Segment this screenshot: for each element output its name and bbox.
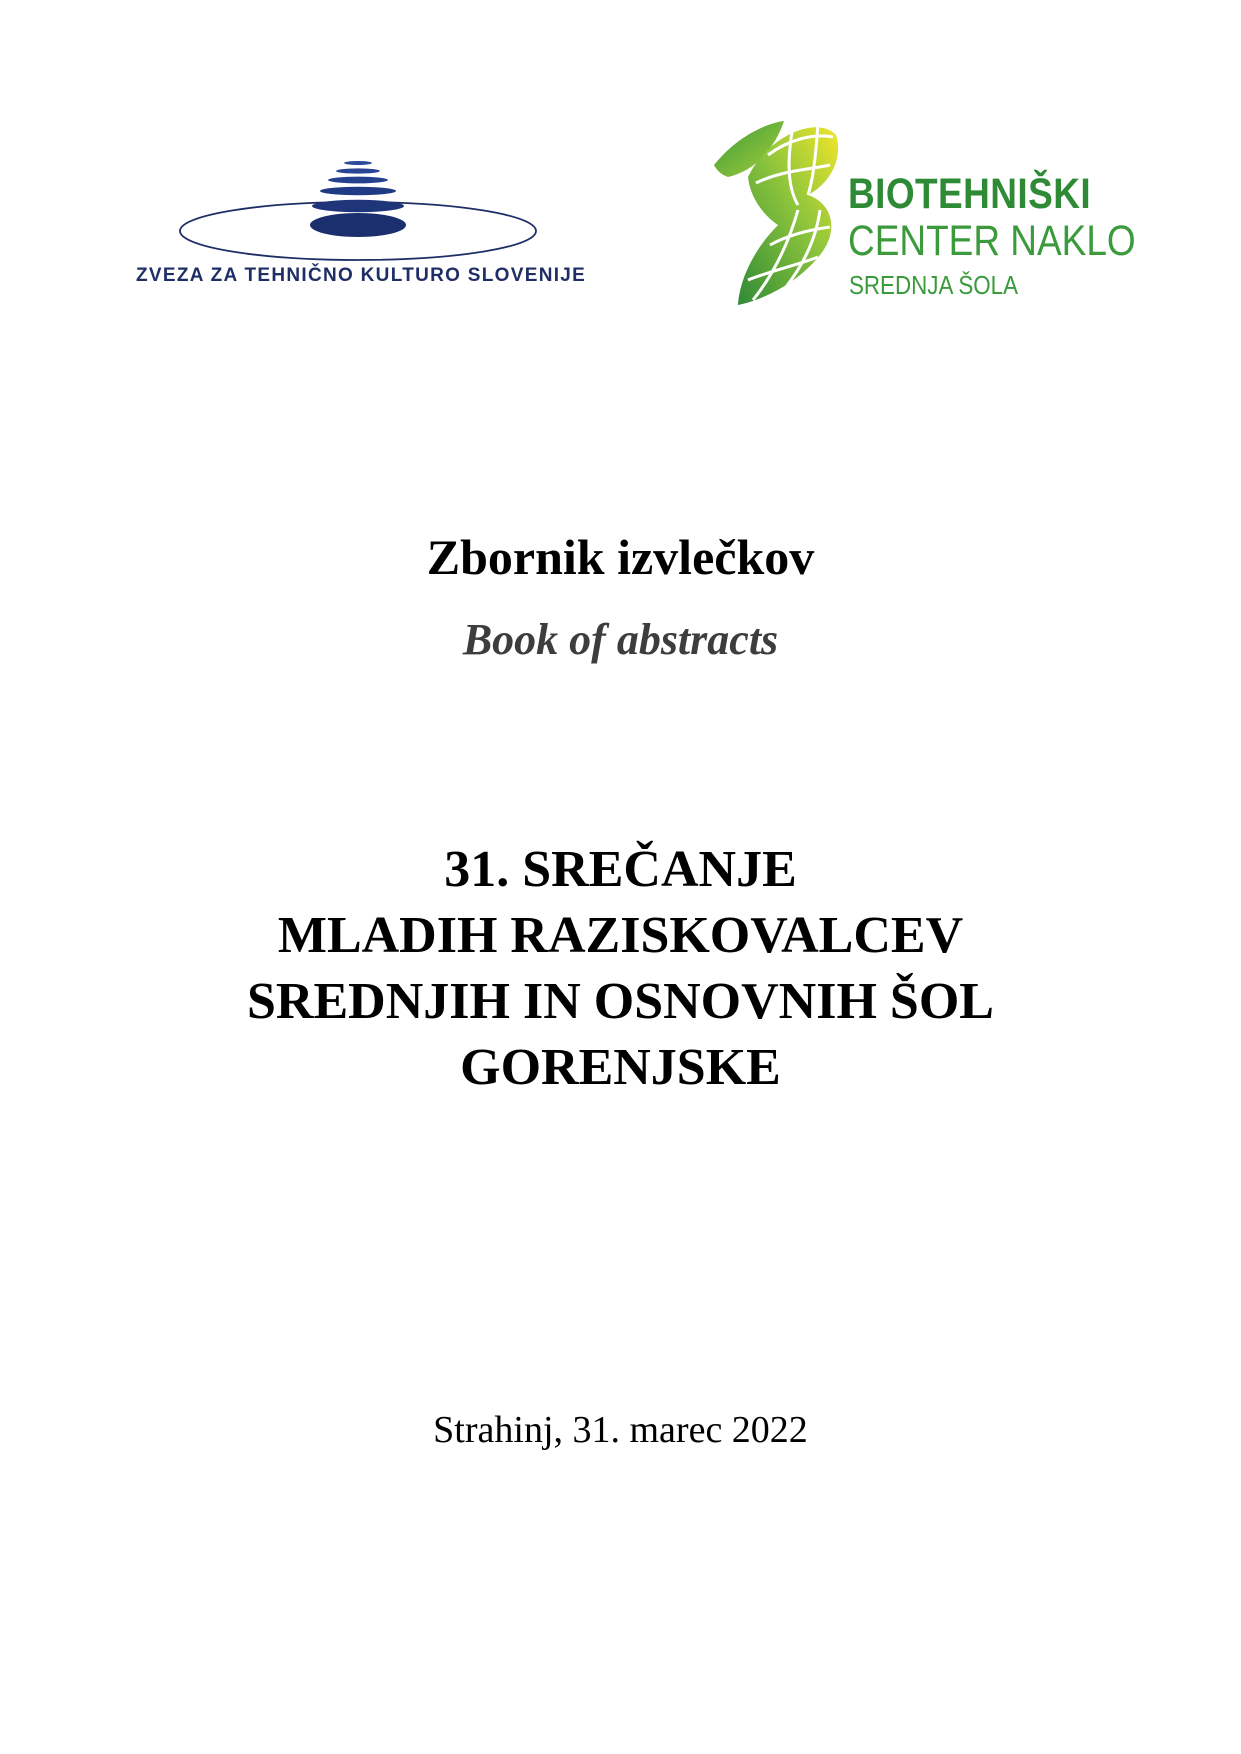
document-title: Zbornik izvlečkov [426, 529, 815, 585]
event-title-line: MLADIH RAZISKOVALCEV [277, 907, 964, 964]
stacked-disc-ellipse-icon [178, 160, 538, 265]
event-title-line: SREDNJIH IN OSNOVNIH ŠOL [247, 973, 994, 1030]
green-leaf-globe-icon [708, 115, 848, 315]
zveza-logo-text: ZVEZA ZA TEHNIČNO KULTURO SLOVENIJE [136, 265, 587, 286]
zveza-logo [130, 150, 590, 290]
center-naklo-text: CENTER NAKLO [848, 217, 1136, 265]
document-subtitle: Book of abstracts [462, 615, 779, 664]
biotehniski-text: BIOTEHNIŠKI [848, 170, 1092, 218]
event-title-line: 31. SREČANJE [444, 841, 797, 898]
srednja-sola-text: SREDNJA ŠOLA [849, 270, 1019, 300]
event-title-line: GORENJSKE [460, 1039, 781, 1096]
place-date: Strahinj, 31. marec 2022 [433, 1409, 808, 1451]
biotehniski-center-logo [708, 115, 1148, 315]
event-title [0, 837, 1241, 1101]
